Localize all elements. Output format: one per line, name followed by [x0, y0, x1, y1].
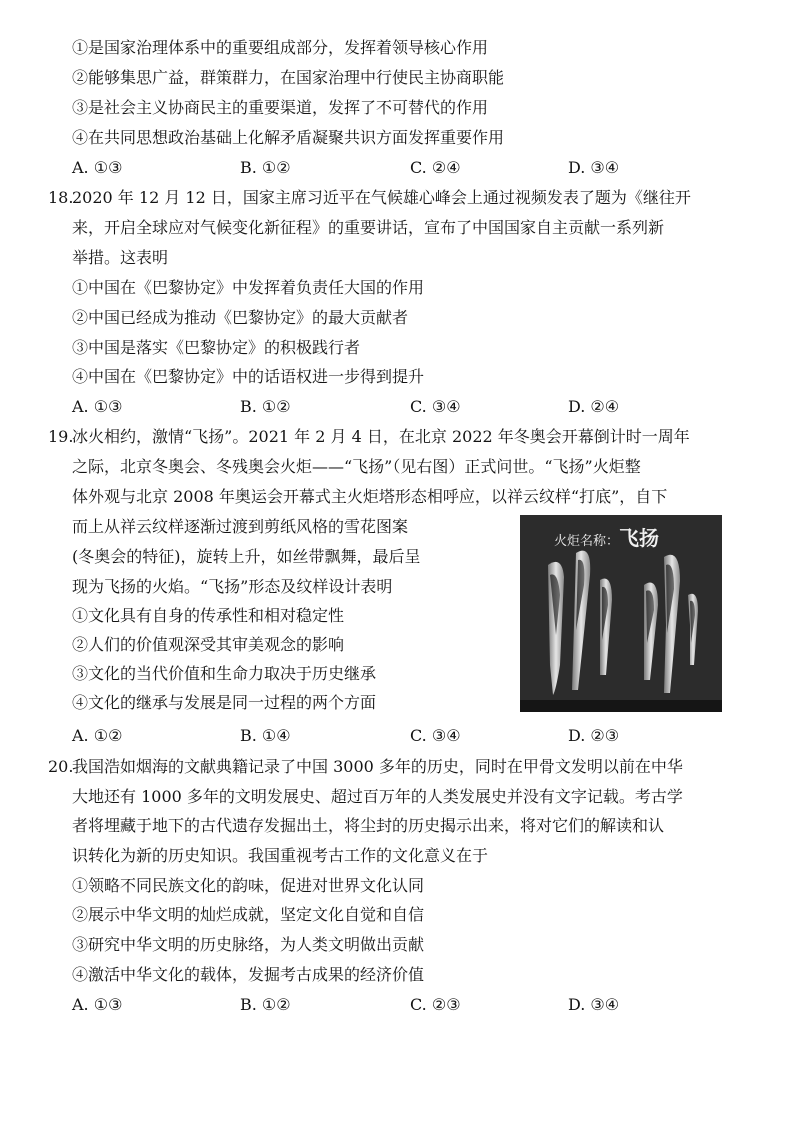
q20-stem-3: 者将埋藏于地下的古代遗存发掘出土，将尘封的历史揭示出来，将对它们的解读和认 [72, 816, 665, 835]
q18-stem-3: 举措。这表明 [72, 248, 169, 267]
q20-stem-1: 我国浩如烟海的文献典籍记录了中国 3000 多年的历史，同时在甲骨文发明以前在中华 [72, 757, 683, 776]
q20-option-c: C. ②③ [410, 995, 461, 1014]
q20-stem-2: 大地还有 1000 多年的文明发展史、超过百万年的人类发展史并没有文字记载。考古学 [72, 787, 683, 806]
photo-torch-name: 飞扬 [619, 526, 660, 550]
q17-item-2: ②能够集思广益，群策群力，在国家治理中行使民主协商职能 [72, 68, 505, 87]
q19-stem-4: 而上从祥云纹样逐渐过渡到剪纸风格的雪花图案 [72, 517, 409, 536]
q18-number: 18. [48, 188, 74, 207]
q19-stem-6: 现为飞扬的火焰。“飞扬”形态及纹样设计表明 [72, 577, 393, 596]
q19-option-b: B. ①④ [240, 726, 291, 745]
q19-stem-5: (冬奥会的特征)，旋转上升，如丝带飘舞，最后呈 [72, 547, 421, 566]
q19-option-a: A. ①② [72, 726, 123, 745]
photo-label: 火炬名称： [554, 534, 620, 549]
q20-number: 20. [48, 757, 74, 776]
q18-item-4: ④中国在《巴黎协定》中的话语权进一步得到提升 [72, 367, 425, 386]
q17-item-4: ④在共同思想政治基础上化解矛盾凝聚共识方面发挥重要作用 [72, 128, 505, 147]
q18-option-c: C. ③④ [410, 397, 461, 416]
q17-option-b: B. ①② [240, 158, 291, 177]
q18-option-d: D. ②④ [568, 397, 620, 416]
q20-item-2: ②展示中华文明的灿烂成就，坚定文化自觉和自信 [72, 905, 425, 924]
q18-item-3: ③中国是落实《巴黎协定》的积极践行者 [72, 338, 361, 357]
q20-item-4: ④激活中华文化的载体，发掘考古成果的经济价值 [72, 965, 425, 984]
q19-item-3: ③文化的当代价值和生命力取决于历史继承 [72, 664, 377, 683]
q18-option-a: A. ①③ [72, 397, 123, 416]
q19-stem-3: 体外观与北京 2008 年奥运会开幕式主火炬塔形态相呼应，以祥云纹样“打底”，自下 [72, 487, 668, 506]
q20-item-3: ③研究中华文明的历史脉络，为人类文明做出贡献 [72, 935, 425, 954]
q19-option-c: C. ③④ [410, 726, 461, 745]
q18-stem-2: 来，开启全球应对气候变化新征程》的重要讲话，宣布了中国国家自主贡献一系列新 [72, 218, 665, 237]
q17-option-d: D. ③④ [568, 158, 620, 177]
q19-item-4: ④文化的继承与发展是同一过程的两个方面 [72, 693, 377, 712]
q17-option-c: C. ②④ [410, 158, 461, 177]
q20-option-d: D. ③④ [568, 995, 620, 1014]
q18-option-b: B. ①② [240, 397, 291, 416]
q20-item-1: ①领略不同民族文化的韵味，促进对世界文化认同 [72, 876, 425, 895]
q18-item-1: ①中国在《巴黎协定》中发挥着负责任大国的作用 [72, 278, 425, 297]
q19-option-d: D. ②③ [568, 726, 620, 745]
q19-stem-2: 之际，北京冬奥会、冬残奥会火炬——“飞扬”（见右图）正式问世。“飞扬”火炬整 [72, 457, 641, 476]
q19-stem-1: 冰火相约，激情“飞扬”。2021 年 2 月 4 日，在北京 2022 年冬奥会开幕倒计时一周年 [72, 427, 690, 446]
q18-stem-1: 2020 年 12 月 12 日，国家主席习近平在气候雄心峰会上通过视频发表了题为《继往开 [72, 188, 691, 207]
torch-photo [520, 515, 722, 712]
q17-item-1: ①是国家治理体系中的重要组成部分，发挥着领导核心作用 [72, 38, 489, 57]
q20-option-a: A. ①③ [72, 995, 123, 1014]
q20-stem-4: 识转化为新的历史知识。我国重视考古工作的文化意义在于 [72, 846, 489, 865]
q19-item-1: ①文化具有自身的传承性和相对稳定性 [72, 606, 345, 625]
q17-item-3: ③是社会主义协商民主的重要渠道，发挥了不可替代的作用 [72, 98, 489, 117]
torch-illustration [520, 515, 722, 712]
q17-option-a: A. ①③ [72, 158, 123, 177]
q19-item-2: ②人们的价值观深受其审美观念的影响 [72, 635, 345, 654]
q18-item-2: ②中国已经成为推动《巴黎协定》的最大贡献者 [72, 308, 409, 327]
q20-option-b: B. ①② [240, 995, 291, 1014]
q19-number: 19. [48, 427, 74, 446]
